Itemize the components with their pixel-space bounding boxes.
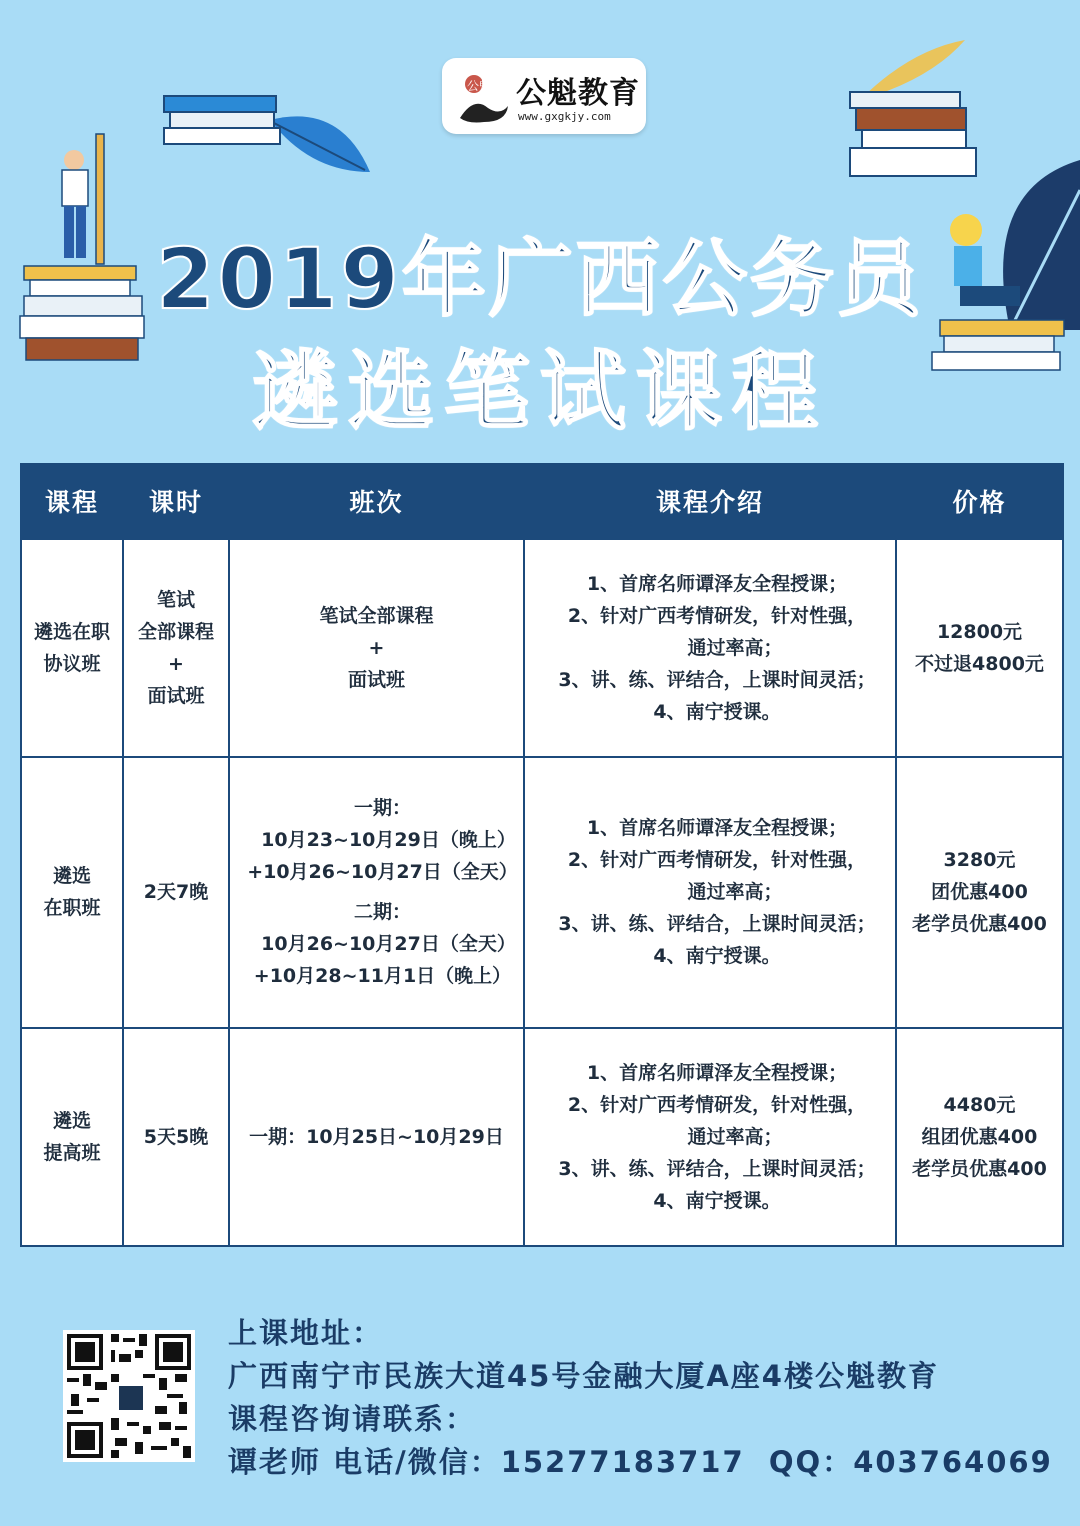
table-row (21, 757, 1063, 1027)
svg-text:公魁: 公魁 (467, 79, 492, 93)
price-cell: 3280元 团优惠400 老学员优惠400 (896, 757, 1063, 1027)
schedule-cell: 一期：10月25日~10月29日 (229, 1028, 524, 1246)
course-cell: 遴选 提高班 (21, 1028, 123, 1246)
brand-logo (442, 58, 646, 134)
hours-cell: 2天7晚 (123, 757, 229, 1027)
table-header-row (21, 463, 1063, 539)
col-header-price: 价格 (896, 463, 1063, 539)
hours-cell: 笔试 全部课程 + 面试班 (123, 539, 229, 757)
address-label: 上课地址： (228, 1316, 384, 1350)
page-title-line2: 遴选笔试课程 (252, 342, 828, 442)
col-header-schedule: 班次 (229, 463, 524, 539)
qq-number[interactable]: 403764069 (853, 1445, 1053, 1479)
table-row (21, 1028, 1063, 1246)
consult-label: 课程咨询请联系： (228, 1402, 477, 1436)
logo-url: www.gxgkjy.com (518, 110, 611, 123)
qr-code-icon[interactable] (63, 1330, 195, 1462)
intro-cell: 1、首席名师谭泽友全程授课； 2、针对广西考情研发，针对性强， 通过率高； 3、讲、练、评结合，上课时间灵活； 4、南宁授课。 (524, 757, 896, 1027)
schedule-cell: 笔试全部课程 + 面试班 (229, 539, 524, 757)
course-cell: 遴选 在职班 (21, 757, 123, 1027)
course-table (20, 463, 1064, 1247)
address-text: 广西南宁市民族大道45号金融大厦A座4楼公魁教育 (228, 1359, 939, 1393)
schedule-cell: 一期： 10月23~10月29日（晚上） +10月26~10月27日（全天） 二期： 10月26~10月27日（全天） +10月28~11月1日（晚上） (229, 757, 524, 1027)
books-leaf-illustration-left (160, 92, 380, 202)
course-cell: 遴选在职 协议班 (21, 539, 123, 757)
phone-number[interactable]: 15277183717 (500, 1445, 745, 1479)
qq-label: QQ： (768, 1445, 854, 1479)
intro-cell: 1、首席名师谭泽友全程授课； 2、针对广西考情研发，针对性强， 通过率高； 3、讲、练、评结合，上课时间灵活； 4、南宁授课。 (524, 1028, 896, 1246)
page-title-line1: 2019年广西公务员 (156, 230, 924, 328)
col-header-course: 课程 (21, 463, 123, 539)
table-row (21, 539, 1063, 757)
hours-cell: 5天5晚 (123, 1028, 229, 1246)
logo-name: 公魁教育 (516, 76, 640, 111)
contact-info (228, 1312, 1053, 1484)
price-cell: 4480元 组团优惠400 老学员优惠400 (896, 1028, 1063, 1246)
price-cell: 12800元 不过退4800元 (896, 539, 1063, 757)
intro-cell: 1、首席名师谭泽友全程授课； 2、针对广西考情研发，针对性强， 通过率高； 3、讲、练、评结合，上课时间灵活； 4、南宁授课。 (524, 539, 896, 757)
logo-ink-icon (454, 66, 512, 126)
teacher-label: 谭老师 电话/微信： (228, 1445, 501, 1479)
col-header-hours: 课时 (123, 463, 229, 539)
col-header-intro: 课程介绍 (524, 463, 896, 539)
contact-line (228, 1441, 1053, 1484)
